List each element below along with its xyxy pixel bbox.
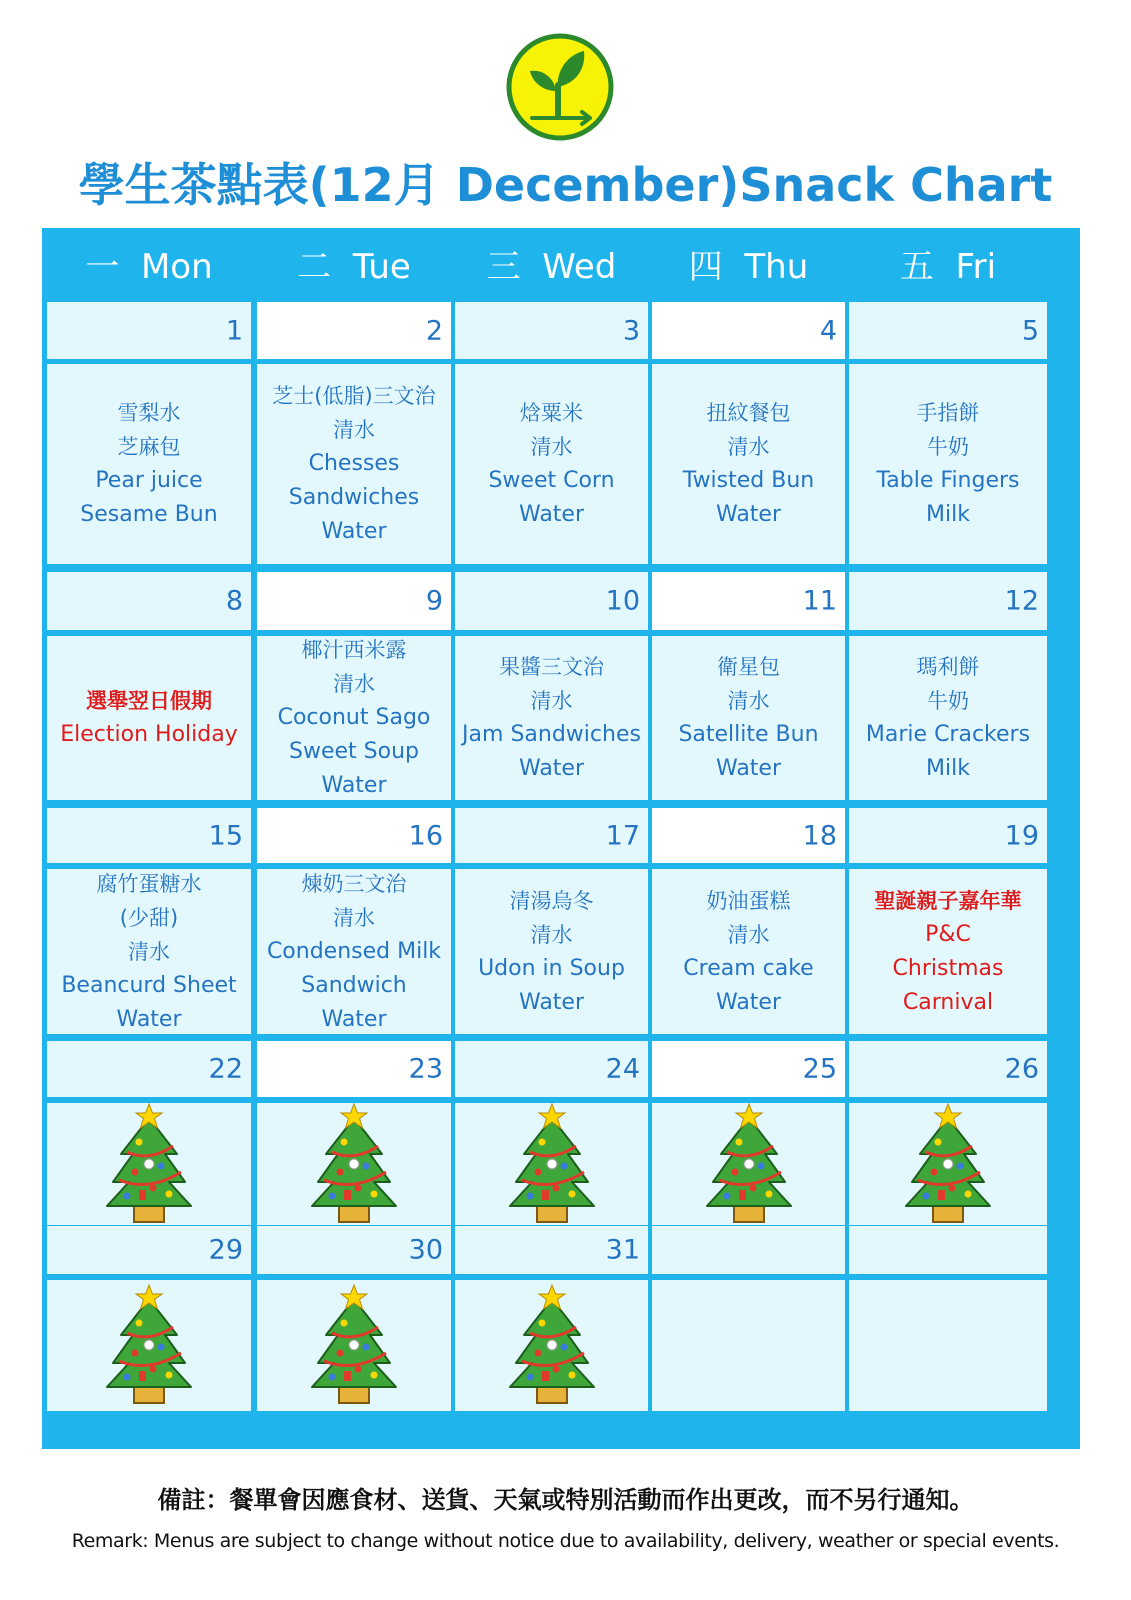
menu-line: Water — [116, 1006, 182, 1032]
date-number: 12 — [1004, 585, 1039, 617]
menu-cell-tue — [257, 869, 451, 1034]
menu-line: Water — [321, 519, 387, 544]
date-cell-mon — [47, 1041, 251, 1097]
page-title: 學生茶點表(12月 December)Snack Chart — [78, 158, 1053, 212]
menu-cell-thu — [652, 1280, 845, 1411]
menu-line: 扭紋餐包 — [706, 401, 791, 425]
menu-items — [455, 364, 648, 564]
christmas-tree-icon — [699, 1102, 799, 1227]
menu-line: Water — [321, 1006, 387, 1032]
menu-cell-tue — [257, 636, 451, 800]
menu-line: 芝麻包 — [117, 435, 181, 459]
date-cell-mon — [47, 808, 251, 863]
menu-line: Marie Crackers — [865, 722, 1031, 747]
menu-line: 手指餅 — [916, 401, 980, 425]
menu-line: 清水 — [128, 939, 170, 964]
menu-cell-tue — [257, 1103, 451, 1225]
menu-cell-fri — [849, 636, 1047, 800]
date-cell-fri — [849, 1226, 1047, 1274]
christmas-tree-icon — [99, 1283, 199, 1408]
menu-cell-fri — [849, 1103, 1047, 1225]
menu-items — [652, 636, 845, 800]
menu-line: Coconut Sago — [277, 705, 431, 730]
tree-holder — [257, 1280, 451, 1411]
date-number: 19 — [1004, 820, 1039, 851]
menu-line: Water — [518, 502, 585, 527]
menu-line: Milk — [926, 502, 970, 527]
menu-line: 清水 — [727, 435, 770, 459]
menu-line: Sweet Soup — [289, 739, 419, 764]
tree-holder — [455, 1280, 648, 1411]
date-number: 30 — [408, 1234, 443, 1266]
menu-cell-wed — [455, 364, 648, 564]
menu-cell-mon — [47, 1280, 251, 1411]
date-number: 31 — [605, 1234, 640, 1266]
date-number: 16 — [408, 820, 443, 851]
christmas-tree-icon — [304, 1102, 404, 1227]
menu-line: 腐竹蛋糖水 — [96, 871, 202, 896]
date-cell-mon — [47, 572, 251, 630]
menu-cell-tue — [257, 1280, 451, 1411]
date-number: 1 — [225, 315, 243, 346]
menu-line: Chesses — [308, 451, 400, 476]
menu-cell-mon — [47, 636, 251, 800]
holiday-notice — [47, 636, 251, 800]
menu-line: 衛星包 — [717, 655, 780, 679]
remark-chinese: 備註：餐單會因應食材、送貨、天氣或特別活動而作出更改，而不另行通知。 — [157, 1486, 974, 1514]
menu-items — [652, 869, 845, 1034]
menu-line: Christmas — [892, 955, 1004, 981]
menu-line: Water — [715, 502, 782, 527]
menu-items — [257, 869, 451, 1034]
menu-items — [47, 869, 251, 1034]
christmas-tree-icon — [502, 1102, 602, 1227]
menu-line: 聖誕親子嘉年華 — [874, 888, 1022, 913]
menu-cell-mon — [47, 364, 251, 564]
menu-line: Beancurd Sheet — [61, 972, 237, 998]
date-cell-mon — [47, 302, 251, 359]
date-cell-mon — [47, 1226, 251, 1274]
menu-items — [257, 364, 451, 564]
date-number: 10 — [605, 585, 640, 617]
menu-line: Carnival — [902, 989, 994, 1015]
date-number: 17 — [605, 820, 640, 851]
menu-line: Water — [321, 773, 387, 798]
menu-items — [257, 636, 451, 800]
menu-line: 選舉翌日假期 — [86, 689, 212, 713]
menu-line: Water — [715, 989, 782, 1015]
sprout-logo-icon — [506, 33, 614, 141]
date-number: 4 — [819, 315, 837, 346]
date-cell-fri — [849, 572, 1047, 630]
menu-line: (少甜) — [119, 905, 179, 930]
menu-line: 牛奶 — [927, 435, 969, 459]
menu-line: 芝士(低脂)三文治 — [272, 384, 436, 408]
menu-line: 雪梨水 — [117, 401, 181, 425]
date-number: 8 — [225, 585, 243, 617]
menu-items — [652, 364, 845, 564]
menu-line: 奶油蛋糕 — [706, 888, 791, 913]
date-cell-wed — [455, 302, 648, 359]
tree-holder — [257, 1103, 451, 1225]
date-cell-thu — [652, 1226, 845, 1274]
tree-holder — [47, 1103, 251, 1225]
menu-line: Pear juice — [95, 468, 203, 493]
date-cell-thu — [652, 302, 845, 359]
menu-line: 清水 — [727, 922, 770, 947]
menu-line: 清水 — [333, 418, 375, 442]
date-number: 11 — [802, 585, 837, 617]
date-number: 3 — [622, 315, 640, 346]
menu-line: Cream cake — [683, 955, 814, 981]
menu-line: 清水 — [530, 689, 573, 713]
date-number: 2 — [425, 315, 443, 346]
date-cell-thu — [652, 572, 845, 630]
menu-line: 瑪利餅 — [916, 655, 980, 679]
date-number: 5 — [1021, 315, 1039, 346]
menu-cell-wed — [455, 869, 648, 1034]
christmas-tree-icon — [502, 1283, 602, 1408]
menu-line: Twisted Bun — [682, 468, 815, 493]
menu-line: 果醬三文治 — [499, 655, 604, 679]
menu-line: Sandwich — [301, 972, 407, 998]
menu-line: P&C — [925, 921, 971, 947]
menu-cell-fri — [849, 869, 1047, 1034]
menu-line: 清湯烏冬 — [509, 888, 594, 913]
menu-line: Udon in Soup — [478, 955, 625, 981]
date-number: 26 — [1004, 1053, 1039, 1085]
menu-line: 煉奶三文治 — [301, 871, 407, 896]
tree-holder — [47, 1280, 251, 1411]
menu-cell-wed — [455, 1280, 648, 1411]
menu-line: 焓粟米 — [520, 401, 583, 425]
holiday-notice — [849, 869, 1047, 1034]
header-wed: 三 Wed — [486, 247, 617, 287]
menu-line: 清水 — [727, 689, 770, 713]
date-cell-fri — [849, 302, 1047, 359]
christmas-tree-icon — [304, 1283, 404, 1408]
date-cell-wed — [455, 572, 648, 630]
menu-cell-tue — [257, 364, 451, 564]
date-number: 22 — [208, 1053, 243, 1085]
menu-cell-wed — [455, 1103, 648, 1225]
menu-line: Water — [518, 989, 585, 1015]
date-cell-wed — [455, 1041, 648, 1097]
menu-line: Table Fingers — [876, 468, 1020, 493]
header-tue: 二 Tue — [297, 247, 411, 287]
menu-line: 清水 — [530, 922, 573, 947]
date-number: 15 — [208, 820, 243, 851]
menu-cell-thu — [652, 869, 845, 1034]
menu-items — [47, 364, 251, 564]
menu-line: 清水 — [333, 672, 375, 696]
date-cell-tue — [257, 1226, 451, 1274]
menu-items — [849, 636, 1047, 800]
date-number: 18 — [802, 820, 837, 851]
tree-holder — [849, 1103, 1047, 1225]
menu-cell-thu — [652, 1103, 845, 1225]
menu-cell-fri — [849, 364, 1047, 564]
date-cell-tue — [257, 808, 451, 863]
header-thu: 四 Thu — [688, 247, 809, 287]
date-cell-thu — [652, 808, 845, 863]
date-cell-wed — [455, 808, 648, 863]
date-cell-thu — [652, 1041, 845, 1097]
date-cell-tue — [257, 302, 451, 359]
menu-line: Condensed Milk — [266, 938, 442, 964]
menu-line: Sesame Bun — [80, 502, 218, 527]
menu-line: Satellite Bun — [678, 722, 819, 747]
menu-line: Sweet Corn — [488, 468, 615, 493]
date-cell-tue — [257, 572, 451, 630]
menu-line: 清水 — [530, 435, 573, 459]
date-number: 23 — [408, 1053, 443, 1085]
date-number: 29 — [208, 1234, 243, 1266]
menu-items — [455, 869, 648, 1034]
date-cell-fri — [849, 808, 1047, 863]
menu-cell-mon — [47, 869, 251, 1034]
tree-holder — [652, 1103, 845, 1225]
date-number: 9 — [425, 585, 443, 617]
menu-line: Jam Sandwiches — [462, 722, 641, 747]
menu-cell-wed — [455, 636, 648, 800]
menu-cell-thu — [652, 636, 845, 800]
christmas-tree-icon — [99, 1102, 199, 1227]
weekday-header — [42, 228, 1080, 306]
menu-cell-mon — [47, 1103, 251, 1225]
menu-cell-thu — [652, 364, 845, 564]
header-fri: 五 Fri — [899, 247, 997, 287]
date-cell-tue — [257, 1041, 451, 1097]
menu-items — [455, 636, 648, 800]
menu-line: Election Holiday — [60, 722, 238, 747]
menu-line: 清水 — [333, 905, 375, 930]
christmas-tree-icon — [898, 1102, 998, 1227]
menu-line: 牛奶 — [927, 689, 969, 713]
date-number: 24 — [605, 1053, 640, 1085]
menu-line: Sandwiches — [288, 485, 420, 510]
remark-english: Remark: Menus are subject to change without notice due to availability, delivery, weather or special events. — [71, 1530, 1060, 1552]
menu-line: 椰汁西米露 — [301, 638, 407, 662]
date-cell-wed — [455, 1226, 648, 1274]
snack-calendar — [42, 228, 1080, 1449]
header-mon: 一 Mon — [85, 247, 213, 287]
menu-line: Water — [715, 756, 782, 781]
menu-line: Milk — [926, 756, 970, 781]
menu-line: Water — [518, 756, 585, 781]
date-number: 25 — [802, 1053, 837, 1085]
menu-items — [849, 364, 1047, 564]
menu-cell-fri — [849, 1280, 1047, 1411]
tree-holder — [455, 1103, 648, 1225]
date-cell-fri — [849, 1041, 1047, 1097]
